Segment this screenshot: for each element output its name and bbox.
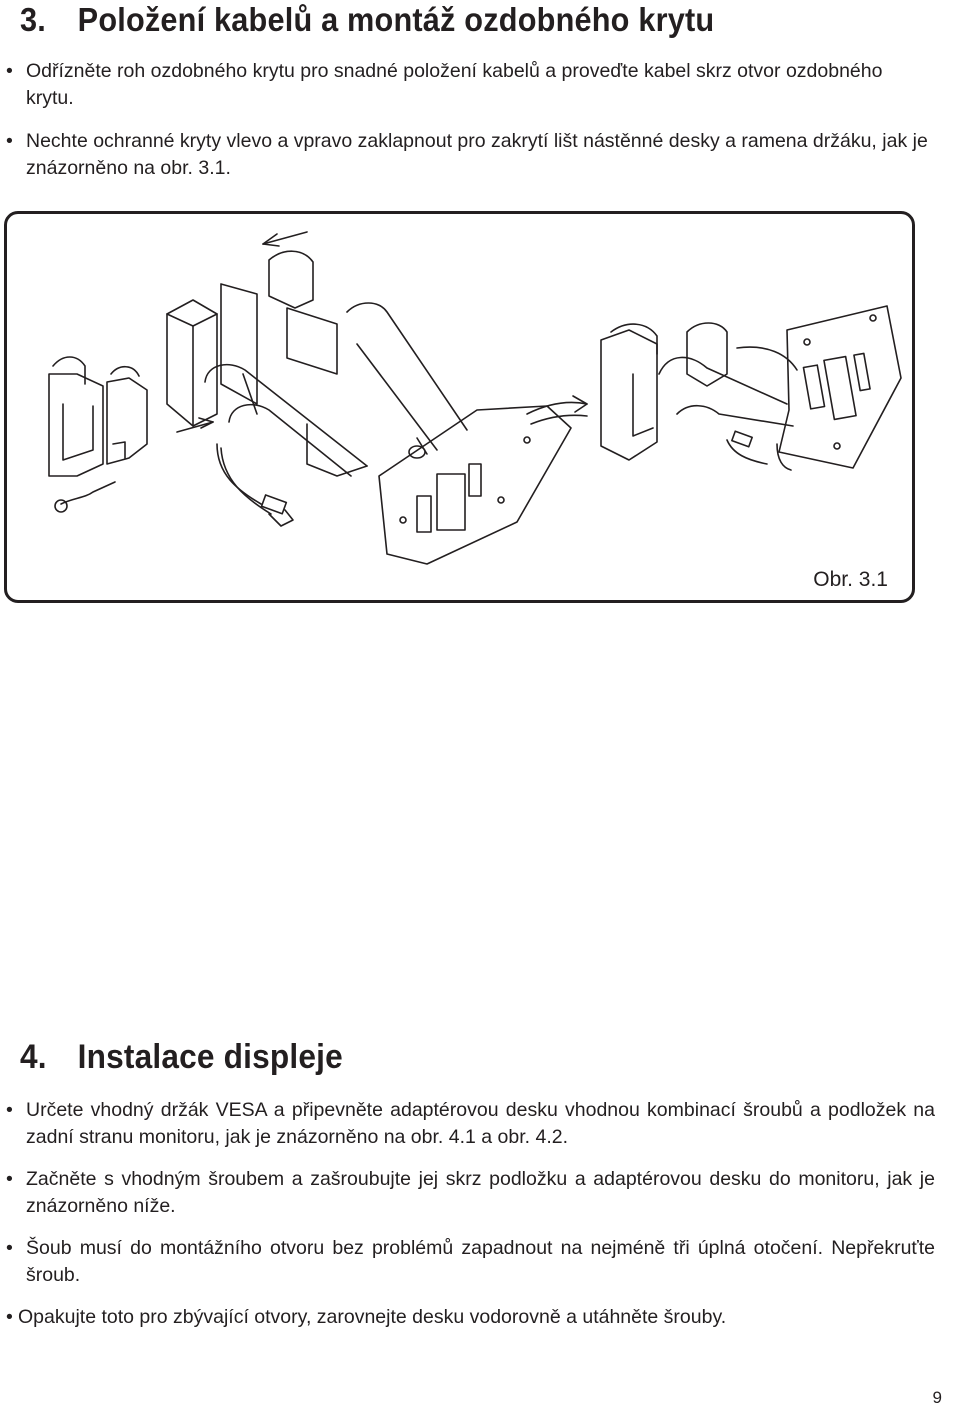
section-3-title: Položení kabelů a montáž ozdobného krytu — [77, 1, 715, 38]
list-item: • Nechte ochranné kryty vlevo a vpravo zaklapnout pro zakrytí lišt nástěnné desky a ramena držáku, jak je znázorněno na obr. 3.1. — [6, 130, 928, 179]
list-item: • Opakujte toto pro zbývající otvory, zarovnejte desku vodorovně a utáhněte šrouby. — [0, 1304, 935, 1331]
mounting-illustration — [7, 214, 912, 600]
cables — [217, 444, 293, 526]
list-item: • Šoub musí do montážního otvoru bez problémů zapadnout na nejméně tři úplná otočení. Nepřekruťte šroub. — [6, 1237, 935, 1286]
section-4-title: Instalace displeje — [77, 1038, 343, 1076]
page-number: 9 — [932, 1388, 942, 1407]
arm-tube — [205, 303, 467, 476]
section-3-heading — [20, 3, 714, 36]
figure-caption: Obr. 3.1 — [813, 568, 888, 591]
bullet-icon: • — [6, 1237, 13, 1259]
figure-3-1 — [4, 211, 915, 603]
bullet-icon: • — [6, 1306, 13, 1328]
list-item: • Odřízněte roh ozdobného krytu pro snadné položení kabelů a proveďte kabel skrz otvor ozdobného krytu. — [6, 60, 883, 109]
assembly-arrow-icons — [177, 232, 587, 432]
section-4-heading — [20, 1040, 343, 1074]
section-3-number: 3. — [20, 1, 46, 38]
list-item: • Určete vhodný držák VESA a připevněte adaptérovou desku vhodnou kombinací šroubů a podložek na zadní stranu monitoru, jak je znázorněno na obr. 4.1 a obr. 4.2. — [6, 1099, 935, 1148]
section-3-bullet-list — [0, 58, 930, 198]
assembled-mount — [601, 306, 901, 470]
vesa-plate — [379, 406, 571, 564]
bullet-icon: • — [6, 1168, 13, 1190]
bullet-icon: • — [6, 60, 13, 82]
section-4-bullet-list — [0, 1097, 935, 1346]
side-cover-pieces — [49, 357, 147, 512]
section-4-number: 4. — [20, 1038, 47, 1076]
list-item: • Začněte s vhodným šroubem a zašroubujte jej skrz podložku a adaptérovou desku do monitoru, jak je znázorněno níže. — [6, 1168, 935, 1217]
bullet-icon: • — [6, 130, 13, 152]
bullet-icon: • — [6, 1099, 13, 1121]
